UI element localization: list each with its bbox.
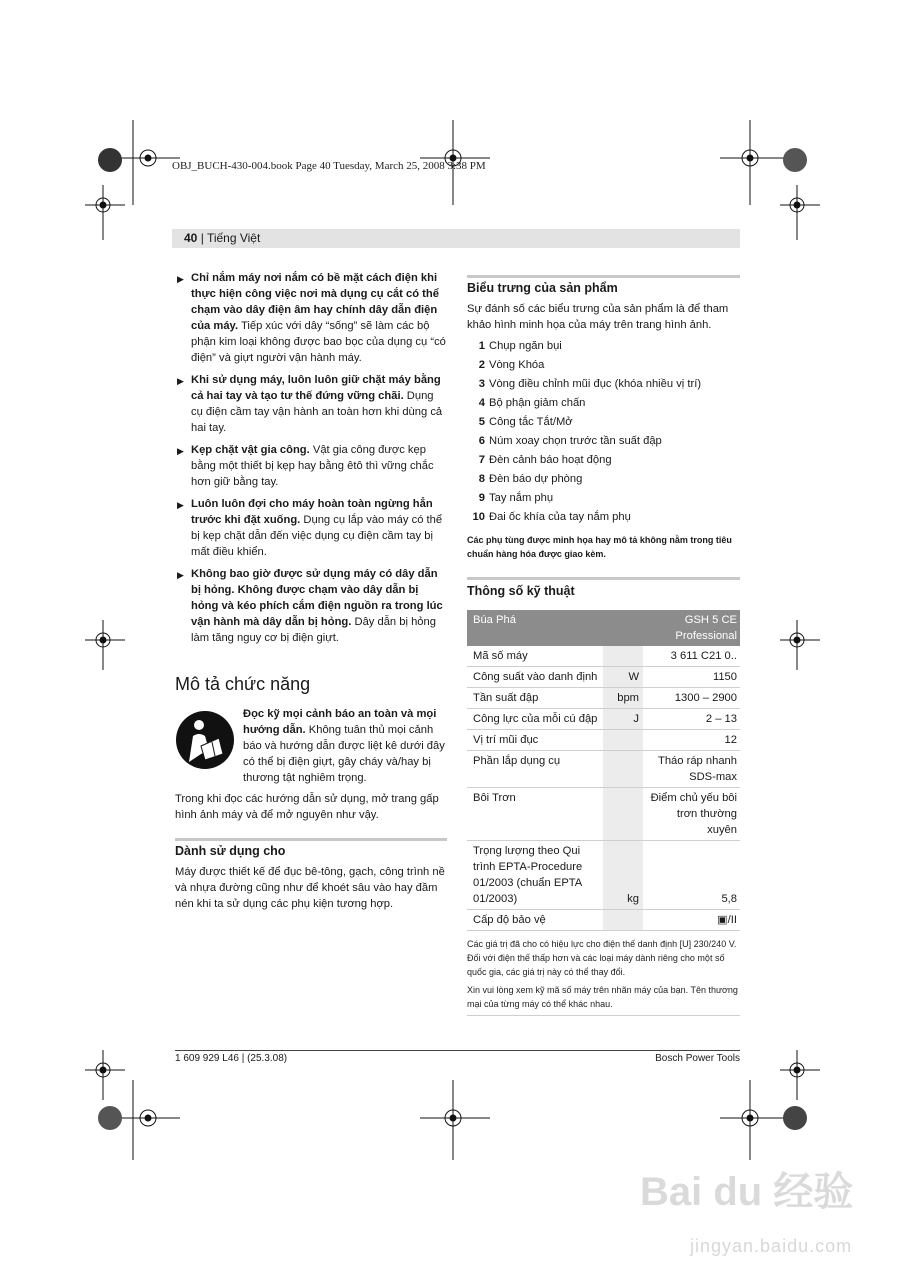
part-label: Đai ốc khía của tay nắm phụ: [489, 511, 631, 523]
part-label: Núm xoay chọn trước tần suất đập: [489, 435, 662, 447]
part-number: 8: [478, 473, 485, 485]
reading-paragraph: Trong khi đọc các hướng dẫn sử dụng, mở trang gấp hình ảnh máy và để mở nguyên như vậy.: [175, 793, 439, 821]
safety-bullet: [175, 496, 447, 560]
model-name: GSH 5 CE: [684, 614, 737, 626]
bullet-arrow-icon: ▶: [177, 446, 184, 456]
section-divider: [175, 838, 447, 841]
table-header-row: [467, 610, 740, 646]
bullet-bold-text: Kẹp chặt vật gia công.: [191, 444, 310, 456]
list-item: [467, 471, 740, 487]
function-section: [175, 674, 447, 695]
spec-label: Tần suất đập: [467, 688, 603, 709]
spec-value: Tháo ráp nhanh SDS-max: [643, 751, 740, 788]
list-item: [467, 376, 740, 392]
warning-text: Không tuân thủ mọi cảnh báo và hướng dẫn được liệt kê dưới đây có thể bị điện giựt, gây cháy và/hay bị thương tật nghiêm trọng.: [243, 724, 445, 784]
spec-value: Điểm chủ yếu bôi trơn thường xuyên: [643, 788, 740, 841]
spec-unit: bpm: [603, 688, 643, 709]
table-row: [467, 751, 740, 788]
part-number: 4: [478, 397, 485, 409]
book-info-line: OBJ_BUCH-430-004.book Page 40 Tuesday, March 25, 2008 3:38 PM: [172, 160, 486, 172]
spec-value: ▣/II: [643, 910, 740, 931]
list-item: [467, 395, 740, 411]
bullet-text: Tiếp xúc với dây “sống” sẽ làm các bộ phận kim loại không được bao bọc của dụng cụ “có điện” và giựt người vận hành máy.: [191, 320, 446, 364]
table-row: [467, 788, 740, 841]
list-item: [467, 338, 740, 354]
spec-title: Thông số kỹ thuật: [467, 584, 575, 598]
footer-rule: [175, 1050, 740, 1051]
spec-value: 1150: [643, 667, 740, 688]
safety-bullet: [175, 372, 447, 436]
part-label: Đèn báo dự phòng: [489, 473, 583, 485]
part-label: Bộ phận giảm chấn: [489, 397, 586, 409]
part-number: 5: [478, 416, 485, 428]
spec-label: Trọng lượng theo Qui trình EPTA-Procedure 01/2003 (chuẩn EPTA 01/2003): [467, 841, 603, 910]
safety-bullet: [175, 566, 447, 646]
spec-label: Cấp độ bảo vệ: [467, 910, 603, 931]
spec-head-model: [643, 610, 740, 646]
spec-unit: [603, 788, 643, 841]
bullet-text: Dụng cụ điện cầm tay vận hành an toàn hơn khi dùng cả hai tay.: [191, 390, 443, 434]
intended-use-text: Máy được thiết kế để đục bê-tông, gạch, công trình nề và nhựa đường cũng như để khoét sâu vào hay đầm nén khi ta sử dụng các phụ kiện tương hợp.: [175, 866, 445, 910]
spec-unit: J: [603, 709, 643, 730]
table-row: [467, 841, 740, 910]
part-number: 10: [472, 511, 485, 523]
part-label: Vòng Khóa: [489, 359, 545, 371]
part-number: 1: [478, 340, 485, 352]
part-label: Đèn cảnh báo hoạt động: [489, 454, 612, 466]
watermark-logo: Bai du 经验: [640, 1170, 854, 1214]
part-number: 7: [478, 454, 485, 466]
bullet-arrow-icon: ▶: [177, 570, 184, 580]
spec-value: 5,8: [643, 841, 740, 910]
intended-use-title: Dành sử dụng cho: [175, 844, 286, 858]
list-item: [467, 509, 740, 525]
features-title: Biểu trưng của sản phẩm: [467, 281, 618, 295]
part-label: Chụp ngăn bụi: [489, 340, 562, 352]
bullet-text: Dây dẫn bị hỏng làm tăng nguy cơ bị điện giựt.: [191, 616, 436, 644]
spec-value: 2 – 13: [643, 709, 740, 730]
list-item: [467, 433, 740, 449]
spec-label: Công suất vào danh định: [467, 667, 603, 688]
bullet-arrow-icon: ▶: [177, 274, 184, 284]
page-header: 40 | Tiếng Việt: [172, 229, 740, 248]
part-number: 6: [478, 435, 485, 447]
spec-label: Công lực của mỗi cú đập: [467, 709, 603, 730]
section-divider: [467, 577, 740, 580]
spec-head-product: Búa Phá: [467, 610, 643, 646]
bullet-bold-text: Không bao giờ được sử dụng máy có dây dẫn bị hỏng. Không được chạm vào dây dẫn bị hỏng và kéo phích cắm điện nguồn ra trong lúc vận hành mà dây dẫn bị hỏng.: [191, 568, 443, 628]
language-label: Tiếng Việt: [206, 231, 261, 245]
spec-value: 12: [643, 730, 740, 751]
table-row: [467, 646, 740, 667]
bullet-arrow-icon: ▶: [177, 376, 184, 386]
features-intro: Sự đánh số các biểu trưng của sản phẩm là để tham khảo hình minh họa của máy trên trang hình ảnh.: [467, 303, 729, 331]
part-label: Vòng điều chỉnh mũi đục (khóa nhiều vị trí): [489, 378, 702, 390]
watermark-url: jingyan.baidu.com: [690, 1236, 853, 1256]
spec-note: Các giá trị đã cho có hiệu lực cho điện thế danh định [U] 230/240 V. Đối với điện thế thấp hơn và các loại máy dành riêng cho một số quốc gia, các giá trị này có thể thay đổi.: [467, 939, 737, 977]
spec-unit: [603, 730, 643, 751]
model-line: Professional: [675, 630, 737, 642]
part-number: 9: [478, 492, 485, 504]
part-number: 2: [478, 359, 485, 371]
spec-label: Mã số máy: [467, 646, 603, 667]
part-label: Công tắc Tắt/Mở: [489, 416, 573, 428]
list-item: [467, 452, 740, 468]
spec-value: 3 611 C21 0..: [643, 646, 740, 667]
spec-label: Vị trí mũi đục: [467, 730, 603, 751]
table-row: [467, 910, 740, 931]
accessories-note: Các phụ tùng được minh họa hay mô tả không nằm trong tiêu chuẩn hàng hóa được giao kèm.: [467, 535, 732, 559]
bullet-text: Dụng cụ lắp vào máy có thể bị kẹp chặt dẫn đến việc dụng cụ điện cầm tay bị mất điều khiển.: [191, 514, 443, 558]
bullet-bold-text: Luôn luôn đợi cho máy hoàn toàn ngừng hẳn trước khi đặt xuống.: [191, 498, 433, 526]
spec-unit: kg: [603, 841, 643, 910]
table-row: [467, 667, 740, 688]
warning-paragraph: [243, 706, 447, 786]
warning-bold-text: Đọc kỹ mọi cảnh báo an toàn và mọi hướng dẫn.: [243, 708, 437, 736]
bullet-bold-text: Chỉ nắm máy nơi nắm có bề mặt cách điện khi thực hiện công việc nơi mà dụng cụ cắt có thể chạm vào dây điện âm hay chính dây dẫn điện của máy.: [191, 272, 439, 332]
page-number: 40: [184, 231, 198, 245]
list-item: [467, 357, 740, 373]
bullet-text: Vật gia công được kẹp bằng một thiết bị kẹp hay bằng êtô thì vững chắc hơn giữ bằng tay.: [191, 444, 434, 488]
safety-bullet: [175, 442, 447, 490]
list-item: [467, 490, 740, 506]
bullet-arrow-icon: ▶: [177, 500, 184, 510]
spec-table: [467, 610, 740, 1016]
spec-value: 1300 – 2900: [643, 688, 740, 709]
safety-bullet: [175, 270, 447, 366]
part-number: 3: [478, 378, 485, 390]
table-row: [467, 688, 740, 709]
table-row: [467, 730, 740, 751]
table-row: [467, 709, 740, 730]
spec-unit: [603, 751, 643, 788]
footer-doc-id: 1 609 929 L46 | (25.3.08): [175, 1053, 288, 1064]
footer-brand: Bosch Power Tools: [655, 1053, 740, 1064]
spec-unit: W: [603, 667, 643, 688]
read-manual-icon: [175, 710, 235, 775]
parts-list: [467, 338, 740, 528]
bullet-bold-text: Khi sử dụng máy, luôn luôn giữ chặt máy bằng cả hai tay và tạo tư thế đứng vững chãi.: [191, 374, 441, 402]
section-title: Mô tả chức năng: [175, 674, 311, 694]
left-column: [175, 270, 447, 652]
section-divider: [467, 275, 740, 278]
spec-note: Xin vui lòng xem kỹ mã số máy trên nhãn máy của bạn. Tên thương mại của từng máy có thể khác nhau.: [467, 983, 740, 1016]
spec-unit: [603, 910, 643, 931]
spec-unit: [603, 646, 643, 667]
part-label: Tay nắm phụ: [489, 492, 554, 504]
list-item: [467, 414, 740, 430]
spec-label: Phần lắp dụng cụ: [467, 751, 603, 788]
spec-label: Bôi Trơn: [467, 788, 603, 841]
